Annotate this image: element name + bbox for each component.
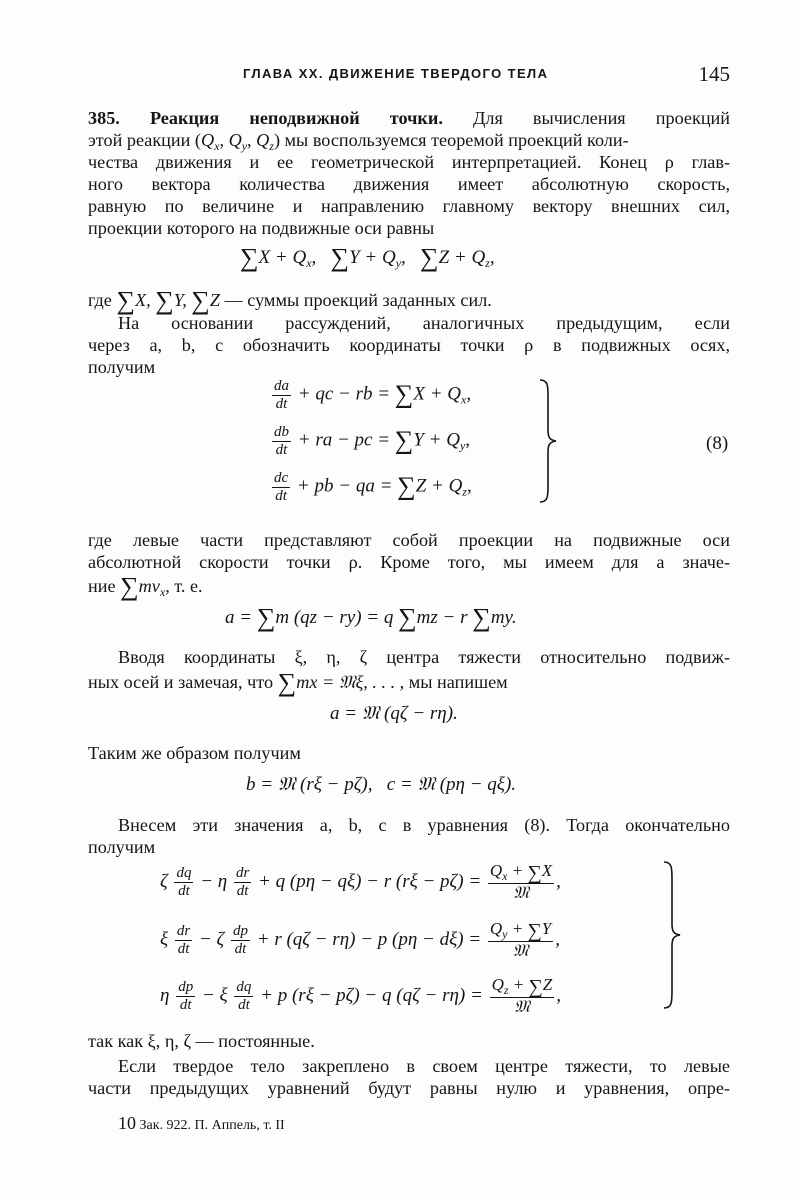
text-line: получим bbox=[88, 357, 156, 377]
equation-b-c: b = 𝔐 (rξ − pζ), c = 𝔐 (pη − qξ). bbox=[246, 774, 517, 795]
text-line: ных осей и замечая, что ∑mx = 𝔐ξ, . . . , мы напишем bbox=[88, 668, 508, 697]
section-number: 385. bbox=[88, 108, 120, 128]
text-line: чества движения и ее геометрической интерпретацией. Конец ρ глав- bbox=[88, 152, 730, 172]
equation-a: a = 𝔐 (qζ − rη). bbox=[330, 703, 458, 724]
text-line: равную по величине и направлению главному вектору внешних сил, bbox=[88, 196, 730, 216]
equation-8-row-3: $\frac{dc}{dt}$ + pb − qa = $\sum Z + Q_z$, bbox=[274, 470, 472, 504]
text-line: Внесем эти значения a, b, c в уравнения (8). Тогда окончательно bbox=[118, 815, 730, 835]
page-header bbox=[88, 62, 730, 92]
right-brace bbox=[536, 378, 560, 504]
text-fragment: мы напишем bbox=[408, 672, 508, 692]
text-fragment: ние bbox=[88, 576, 116, 596]
text-fragment: ных осей и замечая, что bbox=[88, 672, 274, 692]
sheet-number: 10 bbox=[118, 1113, 136, 1133]
text-fragment: т. е. bbox=[174, 576, 203, 596]
printing-info: Зак. 922. П. Аппель, т. II bbox=[139, 1118, 285, 1133]
footer-signature bbox=[118, 1113, 285, 1134]
text-fragment: этой реакции ( bbox=[88, 130, 201, 150]
text-line: части предыдущих уравнений будут равны нулю и уравнения, опре- bbox=[88, 1078, 730, 1098]
equation-final-row-1: ζ $\frac{dq}{dt}$ − η $\frac{dr}{dt}$ + q (pη − qξ) − r (rξ − pζ) = $\frac{Q_x + \sum X}{\text{𝔐}}$ , bbox=[160, 861, 561, 903]
equation-final-row-2: ξ $\frac{dr}{dt}$ − ζ $\frac{dp}{dt}$ + r (qζ − rη) − p (pη − dξ) = $\frac{Q_y + \sum Y}{\text{𝔐}}$ , bbox=[160, 919, 560, 961]
equation-sums: $\sum X + Q_x$, $\sum Y + Q_y$, $\sum Z + Q_z$, bbox=[240, 243, 495, 272]
equation-a-sum: a = ∑m (qz − ry) = q ∑mz − r ∑my. bbox=[225, 603, 517, 632]
equation-number: (8) bbox=[706, 433, 729, 454]
text-fragment: ) мы воспользуемся теоремой проекций коли- bbox=[273, 130, 629, 150]
page-number: 145 bbox=[698, 62, 730, 86]
text-line: На основании рассуждений, аналогичных предыдущим, если bbox=[118, 313, 730, 333]
text-line: этой реакции ($Q_x$, $Q_y$, $Q_z$) мы воспользуемся теоремой проекций коли- bbox=[88, 130, 629, 153]
equation-final-row-3: η $\frac{dp}{dt}$ − ξ $\frac{dq}{dt}$ + p (rξ − pζ) − q (qζ − rη) = $\frac{Q_z + \sum Z}{\text{𝔐}}$ , bbox=[160, 975, 561, 1017]
text-line: через a, b, c обозначить координаты точки ρ в подвижных осях, bbox=[88, 335, 730, 355]
text-line bbox=[88, 107, 730, 129]
equation-8-row-2: $\frac{db}{dt}$ + ra − pc = $\sum Y + Q_y$, bbox=[274, 424, 471, 458]
text-line: где левые части представляют собой проекции на подвижные оси bbox=[88, 530, 730, 550]
text-line: Если твердое тело закреплено в своем центре тяжести, то левые bbox=[118, 1056, 730, 1076]
text-fragment: где bbox=[88, 290, 112, 310]
text-line: получим bbox=[88, 837, 156, 857]
text-line: абсолютной скорости точки ρ. Кроме того, мы имеем для a значе- bbox=[88, 552, 730, 572]
text-line: Таким же образом получим bbox=[88, 743, 301, 763]
text-line: Вводя координаты ξ, η, ζ центра тяжести относительно подвиж- bbox=[118, 647, 730, 667]
running-title: ГЛАВА XX. ДВИЖЕНИЕ ТВЕРДОГО ТЕЛА bbox=[243, 66, 549, 81]
text-fragment: — суммы проекций заданных сил. bbox=[224, 290, 492, 310]
text-line: где ∑X, ∑Y, ∑Z — суммы проекций заданных сил. bbox=[88, 286, 492, 315]
text-line-content: Для вычисления проекций bbox=[472, 108, 731, 128]
text-line: так как ξ, η, ζ — постоянные. bbox=[88, 1031, 315, 1051]
text-line: проекции которого на подвижные оси равны bbox=[88, 218, 435, 238]
text-line: ние $\sum mv_x$, т. е. bbox=[88, 572, 203, 601]
text-line: ного вектора количества движения имеет абсолютную скорость, bbox=[88, 174, 730, 194]
right-brace bbox=[660, 860, 684, 1010]
equation-8-row-1: $\frac{da}{dt}$ + qc − rb = $\sum X + Q_x$, bbox=[274, 378, 472, 412]
section-title: Реакция неподвижной точки. bbox=[149, 108, 443, 128]
